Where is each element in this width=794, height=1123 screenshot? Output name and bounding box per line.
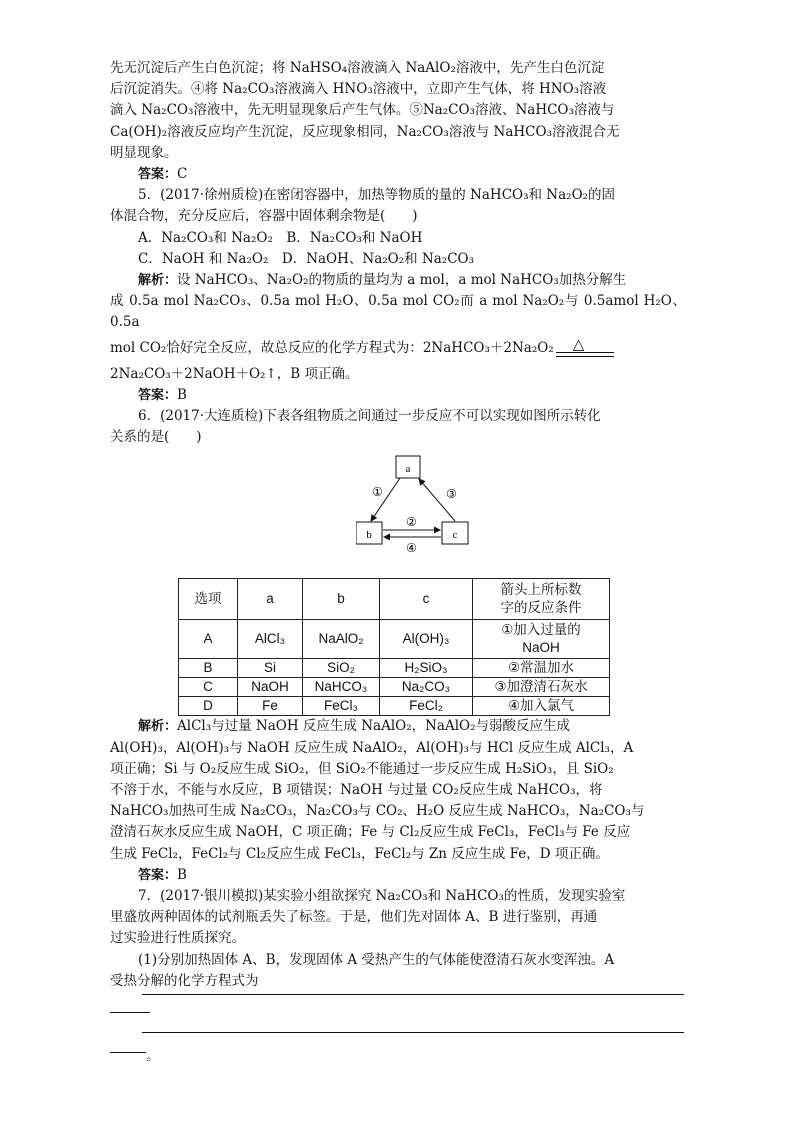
question-stem: 7．(2017·银川模拟)某实验小组欲探究 Na₂CO₃和 NaHCO₃的性质，发现实验室 [138, 888, 626, 905]
table-cell: NaOH [238, 678, 303, 697]
text-line: Ca(OH)₂溶液反应均产生沉淀，反应现象相同，Na₂CO₃溶液与 NaHCO₃溶液混合无 [110, 123, 620, 140]
conversion-diagram [110, 452, 686, 574]
equation-products: 2Na₂CO₃＋2NaOH＋O₂↑，B 项正确。 [110, 365, 359, 382]
table-header: b [303, 579, 380, 620]
answer-blank-4[interactable] [110, 1048, 686, 1078]
answer-value: B [177, 386, 187, 403]
question-stem: 5．(2017·徐州质检)在密闭容器中，加热等物质的量的 NaHCO₃和 Na₂O₂的固 [138, 187, 616, 204]
explanation-label: 解析： [138, 273, 178, 289]
answer-value: C [177, 166, 188, 183]
options-line: A．Na₂CO₃和 Na₂O₂ B．Na₂CO₃和 NaOH [138, 229, 423, 246]
question-7 [110, 886, 686, 1078]
explanation-line: 澄清石灰水反应生成 NaOH，C 项正确；Fe 与 Cl₂反应生成 FeCl₃，FeCl₃与 Fe 反应 [110, 824, 631, 841]
sub-question: (1)分别加热固体 A、B，发现固体 A 受热产生的气体能使澄清石灰水变浑浊。A [138, 951, 615, 968]
text-line: 先无沉淀后产生白色沉淀；将 NaHSO₄溶液滴入 NaAlO₂溶液中，先产生白色沉淀 [110, 60, 605, 76]
answer-blank-1[interactable] [110, 992, 686, 1014]
options-line: C．NaOH 和 Na₂O₂ D．NaOH、Na₂O₂和 Na₂CO₃ [138, 250, 475, 267]
question-stem: 体混合物，充分反应后，容器中固体剩余物是( ) [110, 208, 418, 225]
table-cell: A [179, 620, 238, 659]
header-line: 字的反应条件 [500, 600, 582, 616]
heat-condition-sign [556, 334, 614, 360]
table-cell: ②常温加水 [473, 659, 610, 678]
answer-label: 答案： [138, 387, 178, 403]
table-cell: B [179, 659, 238, 678]
table-cell: FeCl₂ [380, 697, 473, 716]
explanation-line [110, 716, 686, 737]
end-mark: 。 [146, 1048, 160, 1065]
equation-text: mol CO₂恰好完全反应，故总反应的化学方程式为：2NaHCO₃＋2Na₂O₂ [110, 340, 554, 357]
table-header: a [238, 579, 303, 620]
table-header: c [380, 579, 473, 620]
cell-line: NaOH [522, 640, 560, 656]
arrow-4-label: ④ [406, 541, 417, 556]
answer-label: 答案： [138, 867, 178, 883]
explanation-label: 解析： [138, 719, 178, 735]
table-cell: Si [238, 659, 303, 678]
document-page [110, 58, 686, 1078]
question-5 [110, 185, 686, 406]
node-a-label: a [405, 463, 411, 476]
table-cell: C [179, 678, 238, 697]
cell-line: ①加入过量的 [501, 622, 581, 638]
question-stem: 关系的是( ) [110, 429, 202, 446]
explanation-line: 成 0.5a mol Na₂CO₃、0.5a mol H₂O、0.5a mol CO₂而 a mol Na₂O₂与 0.5amol H₂O、0.5a [110, 293, 686, 331]
table-cell: NaHCO₃ [303, 678, 380, 697]
table-cell: Al(OH)₃ [380, 620, 473, 659]
answer-blank-3[interactable] [110, 1036, 686, 1058]
table-header [473, 579, 610, 620]
answer-q4 [110, 164, 686, 185]
table-row [179, 697, 610, 716]
table-row [179, 678, 610, 697]
text-line: 明显现象。 [110, 144, 178, 161]
table-row [179, 659, 610, 678]
table-row [179, 620, 610, 659]
explanation-line: NaHCO₃加热可生成 Na₂CO₃，Na₂CO₃与 CO₂、H₂O 反应生成 NaHCO₃，Na₂CO₃与 [110, 803, 645, 820]
text-line: 滴入 Na₂CO₃溶液中，先无明显现象后产生气体。⑤Na₂CO₃溶液、NaHCO₃溶液与 [110, 102, 615, 119]
question-stem: 过实验进行性质探究。 [110, 930, 245, 947]
conversion-diagram-svg [356, 452, 476, 572]
options-table [178, 578, 610, 716]
sub-question: 受热分解的化学方程式为 [110, 972, 259, 989]
table-header: 选项 [179, 579, 238, 620]
header-line: 箭头上所标数 [500, 582, 582, 598]
explanation-continuation [110, 58, 686, 164]
arrow-1-label: ① [372, 485, 383, 500]
table-cell: NaAlO₂ [303, 620, 380, 659]
table-cell: ③加澄清石灰水 [473, 678, 610, 697]
table-cell [473, 620, 610, 659]
explanation-text: 设 NaHCO₃、Na₂O₂的物质的量均为 a mol，a mol NaHCO₃加热分解生 [177, 272, 627, 289]
answer-q6 [110, 865, 686, 886]
node-b-label: b [366, 529, 372, 542]
table-cell: FeCl₃ [303, 697, 380, 716]
arrow-2-label: ② [406, 515, 417, 530]
table-cell: SiO₂ [303, 659, 380, 678]
table-cell: H₂SiO₃ [380, 659, 473, 678]
heat-triangle-icon: △ [572, 334, 585, 353]
table-cell: D [179, 697, 238, 716]
answer-q5 [110, 385, 686, 406]
text-line: 后沉淀消失。④将 Na₂CO₃溶液滴入 HNO₃溶液中，立即产生气体，将 HNO₃溶液 [110, 81, 607, 98]
equation-line [110, 334, 686, 360]
table-header-row [179, 579, 610, 620]
table-cell: Na₂CO₃ [380, 678, 473, 697]
table-cell: Fe [238, 697, 303, 716]
question-stem: 里盛放两种固体的试剂瓶丢失了标签。于是，他们先对固体 A、B 进行鉴别，再通 [110, 909, 598, 926]
explanation-line: 不溶于水，不能与水反应，B 项错误；NaOH 与过量 CO₂反应生成 NaHCO₃，将 [110, 782, 603, 799]
explanation-text: AlCl₃与过量 NaOH 反应生成 NaAlO₂，NaAlO₂与弱酸反应生成 [177, 718, 571, 735]
node-c-label: c [452, 529, 458, 542]
explanation-line: 项正确；Si 与 O₂反应生成 SiO₂，但 SiO₂不能通过一步反应生成 H₂SiO₃，且 SiO₂ [110, 760, 614, 777]
answer-value: B [177, 866, 187, 883]
table-cell: AlCl₃ [238, 620, 303, 659]
explanation-line: 生成 FeCl₂，FeCl₂与 Cl₂反应生成 FeCl₃，FeCl₂与 Zn 反应生成 Fe，D 项正确。 [110, 845, 609, 862]
answer-label: 答案： [138, 167, 178, 183]
explanation-line: Al(OH)₃，Al(OH)₃与 NaOH 反应生成 NaAlO₂，Al(OH)₃与 HCl 反应生成 AlCl₃，A [110, 739, 634, 756]
arrow-3-label: ③ [446, 487, 457, 502]
table-cell: ④加入氯气 [473, 697, 610, 716]
question-stem: 6．(2017·大连质检)下表各组物质之间通过一步反应不可以实现如图所示转化 [138, 408, 601, 425]
explanation-line [110, 270, 686, 291]
question-6 [110, 406, 686, 886]
